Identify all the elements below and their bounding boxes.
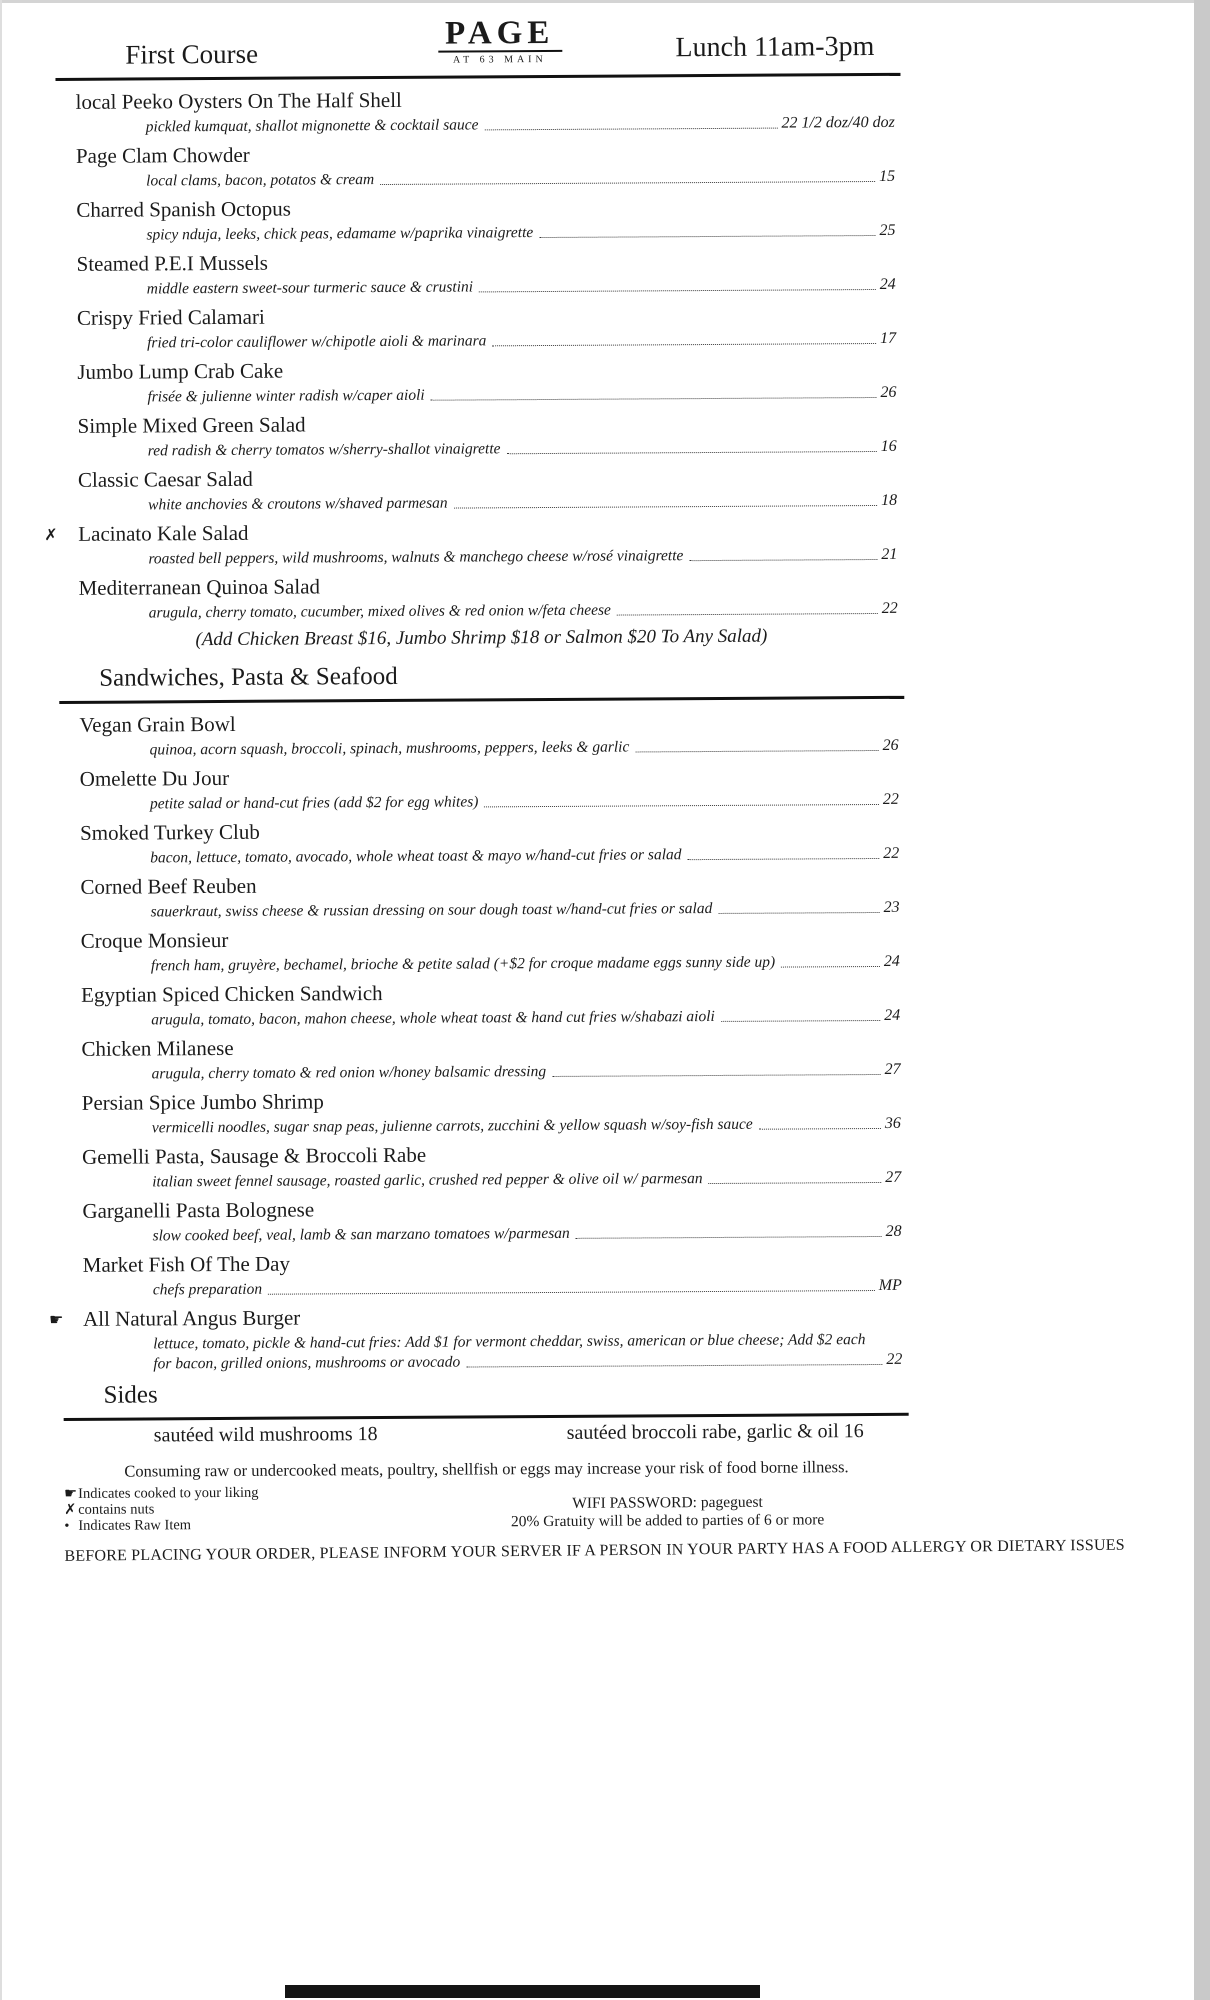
item-description: arugula, tomato, bacon, mahon cheese, whole wheat toast & hand cut fries w/shabazi aioli [151,1007,715,1029]
menu-footer [64,1457,1125,1565]
item-description: middle eastern sweet-sour turmeric sauce & crustini [146,278,474,298]
legend-text: contains nuts [78,1501,155,1518]
item-description: arugula, cherry tomato, cucumber, mixed olives & red onion w/feta cheese [148,601,611,622]
dotted-leader [431,397,877,401]
menu-item [57,246,902,300]
item-price: 22 [881,599,898,617]
item-name: Mediterranean Quinoa Salad [78,574,321,600]
contains-nuts-icon: ✗ [64,1501,77,1518]
menu-item [58,408,903,462]
item-description: fried tri-color cauliflower w/chipotle aioli & marinara [147,332,487,352]
item-name: Steamed P.E.I Mussels [76,250,269,276]
first-course-section [44,76,903,652]
dotted-leader [485,128,778,131]
menu-item [56,192,901,246]
item-description: italian sweet fennel sausage, roasted garlic, crushed red pepper & olive oil w/ parmesan [152,1170,703,1191]
item-name: Gemelli Pasta, Sausage & Broccoli Rabe [81,1142,427,1169]
item-description: vermicelli noodles, sugar snap peas, julienne carrots, zucchini & yellow squash w/soy-fish sauce [151,1115,753,1137]
item-name: Lacinato Kale Salad [78,520,249,546]
dotted-leader [380,181,875,185]
item-price: 24 [883,952,900,970]
menu-item [62,1193,907,1247]
item-name: Classic Caesar Salad [77,466,253,492]
item-price: 24 [879,275,896,293]
legend-item [64,1501,259,1518]
dotted-leader [479,289,876,292]
wifi-info [511,1481,825,1531]
item-price: 23 [883,898,900,916]
legend-text: Indicates cooked to your liking [78,1484,259,1502]
item-description: sauerkraut, swiss cheese & russian dressing on sour dough toast w/hand-cut fries or salad [150,900,713,921]
item-price: 28 [885,1222,902,1240]
item-name: Charred Spanish Octopus [76,196,291,222]
menu-item [57,300,902,354]
menu-item [58,462,903,516]
menu-item [61,977,906,1031]
sandwiches-section [49,699,908,1375]
sandwiches-section-title: Sandwiches, Pasta & Seafood [99,662,398,692]
dotted-leader [484,804,879,807]
menu-content [44,0,1125,1565]
hours-label: Lunch 11am-3pm [675,30,875,64]
item-name: Persian Spice Jumbo Shrimp [81,1089,324,1115]
item-description: for bacon, grilled onions, mushrooms or avocado [153,1353,461,1373]
item-description: spicy nduja, leeks, chick peas, edamame w/paprika vinaigrette [146,224,534,244]
allergy-warning: BEFORE PLACING YOUR ORDER, PLEASE INFORM YOUR SERVER IF A PERSON IN YOUR PARTY HAS A FOOD ALLERGY OR DIETARY ISSUES [64,1536,1125,1565]
item-description: petite salad or hand-cut fries (add $2 for egg whites) [149,793,479,813]
item-price: 15 [879,167,896,185]
dotted-leader [718,912,879,914]
menu-item [44,516,903,570]
contains-nuts-icon: ✗ [44,526,58,545]
item-name: Omelette Du Jour [79,765,230,791]
side-item: sautéed broccoli rabe, garlic & oil 16 [566,1420,864,1444]
item-description: slow cooked beef, veal, lamb & san marzano tomatoes w/parmesan [152,1224,570,1245]
logo-subtext: AT 63 MAIN [452,53,547,66]
item-description: french ham, gruyère, bechamel, brioche & petite salad (+$2 for croque madame eggs sunny side up) [150,953,776,975]
raw-food-disclaimer: Consuming raw or undercooked meats, poultry, shellfish or eggs may increase your risk of food borne illness. [124,1457,849,1481]
item-price: 16 [880,437,897,455]
item-name: Croque Monsieur [80,927,229,953]
item-price: 18 [881,491,898,509]
dotted-leader [466,1364,882,1368]
menu-item [49,1301,908,1375]
item-description: red radish & cherry tomatos w/sherry-shallot vinaigrette [147,440,501,460]
item-price: 22 [883,844,900,862]
dotted-leader [539,235,875,238]
menu-item [61,923,906,977]
item-description: frisée & julienne winter radish w/caper aioli [147,386,425,406]
dotted-leader [576,1236,882,1239]
sides-section [64,1416,909,1448]
dotted-leader [688,858,880,860]
item-name: Market Fish Of The Day [82,1251,291,1277]
item-name: Jumbo Lump Crab Cake [77,358,284,384]
item-price: 22 [882,790,899,808]
menu-item [62,1085,907,1139]
menu-item [62,1139,907,1193]
item-description: lettuce, tomato, pickle & hand-cut fries: Add $1 for vermont cheddar, swiss, american or blue cheese; Add $2 each [153,1331,866,1353]
dotted-leader [552,1074,880,1077]
item-price: 22 [886,1350,903,1368]
item-name: Corned Beef Reuben [80,873,257,899]
menu-item [59,570,904,624]
item-price: 36 [884,1114,901,1132]
legend-item [64,1485,259,1502]
cooked-to-liking-icon: ☛ [49,1311,64,1330]
salad-addon-note: (Add Chicken Breast $16, Jumbo Shrimp $18 or Salmon $20 To Any Salad) [195,625,768,651]
item-description: white anchovies & croutons w/shaved parmesan [148,494,448,514]
item-price: 25 [879,221,896,239]
item-name: All Natural Angus Burger [82,1305,301,1331]
first-course-title: First Course [125,38,259,70]
scan-left-edge [0,0,2,2000]
item-description: bacon, lettuce, tomato, avocado, whole wheat toast & mayo w/hand-cut fries or salad [150,846,682,867]
sides-section-title: Sides [103,1381,158,1409]
side-item: sautéed wild mushrooms 18 [153,1423,378,1447]
item-description: arugula, cherry tomato & red onion w/honey balsamic dressing [151,1063,547,1083]
item-name: Crispy Fried Calamari [76,304,265,330]
item-description: local clams, bacon, potatos & cream [146,171,375,190]
restaurant-logo [420,13,580,66]
item-name: Smoked Turkey Club [80,819,260,845]
raw-item-icon: • [64,1517,70,1534]
menu-item [60,761,905,815]
item-name: Simple Mixed Green Salad [77,412,306,438]
menu-item [56,138,901,192]
item-description: pickled kumquat, shallot mignonette & cocktail sauce [145,116,479,136]
item-description: roasted bell peppers, wild mushrooms, walnuts & manchego cheese w/rosé vinaigrette [148,547,684,568]
item-price: 17 [880,329,897,347]
dotted-leader [492,343,876,346]
item-name: Page Clam Chowder [75,142,250,168]
item-name: Chicken Milanese [81,1035,234,1061]
item-name: Vegan Grain Bowl [79,711,236,737]
menu-item [57,354,902,408]
legend-text: Indicates Raw Item [78,1517,192,1534]
item-price: 26 [882,736,899,754]
dotted-leader [507,451,877,454]
dotted-leader [635,750,878,752]
scan-right-edge [1194,0,1210,2000]
dotted-leader [268,1290,875,1295]
menu-item [56,84,901,138]
dotted-leader [454,505,877,509]
item-price: MP [878,1276,902,1294]
dotted-leader [689,559,877,561]
menu-header [55,11,900,71]
menu-item [60,869,905,923]
item-name: Garganelli Pasta Bolognese [82,1197,315,1223]
cooked-to-liking-icon: ☛ [64,1485,78,1502]
menu-item [60,815,905,869]
item-description: chefs preparation [152,1280,263,1299]
item-description: quinoa, acorn squash, broccoli, spinach, mushrooms, peppers, leeks & garlic [149,738,630,759]
dotted-leader [781,966,880,968]
item-price: 24 [884,1006,901,1024]
menu-item [61,1031,906,1085]
item-price: 26 [880,383,897,401]
dotted-leader [759,1128,881,1130]
item-price: 27 [884,1060,901,1078]
item-price: 27 [885,1168,902,1186]
item-name: local Peeko Oysters On The Half Shell [75,87,402,114]
wifi-password: WIFI PASSWORD: pageguest [572,1493,763,1512]
item-name: Egyptian Spiced Chicken Sandwich [81,981,383,1007]
gratuity-note: 20% Gratuity will be added to parties of 6 or more [510,1511,825,1531]
item-price: 21 [881,545,898,563]
menu-item [63,1247,908,1301]
scan-bottom-bar [285,1985,760,1998]
menu-item [59,707,904,761]
dotted-leader [721,1020,880,1022]
item-price: 22 1/2 doz/40 doz [781,113,895,132]
dotted-leader [709,1182,882,1184]
dotted-leader [617,613,878,616]
symbol-legend [64,1485,259,1534]
logo-wordmark: PAGE [444,14,555,52]
legend-item [64,1517,259,1534]
